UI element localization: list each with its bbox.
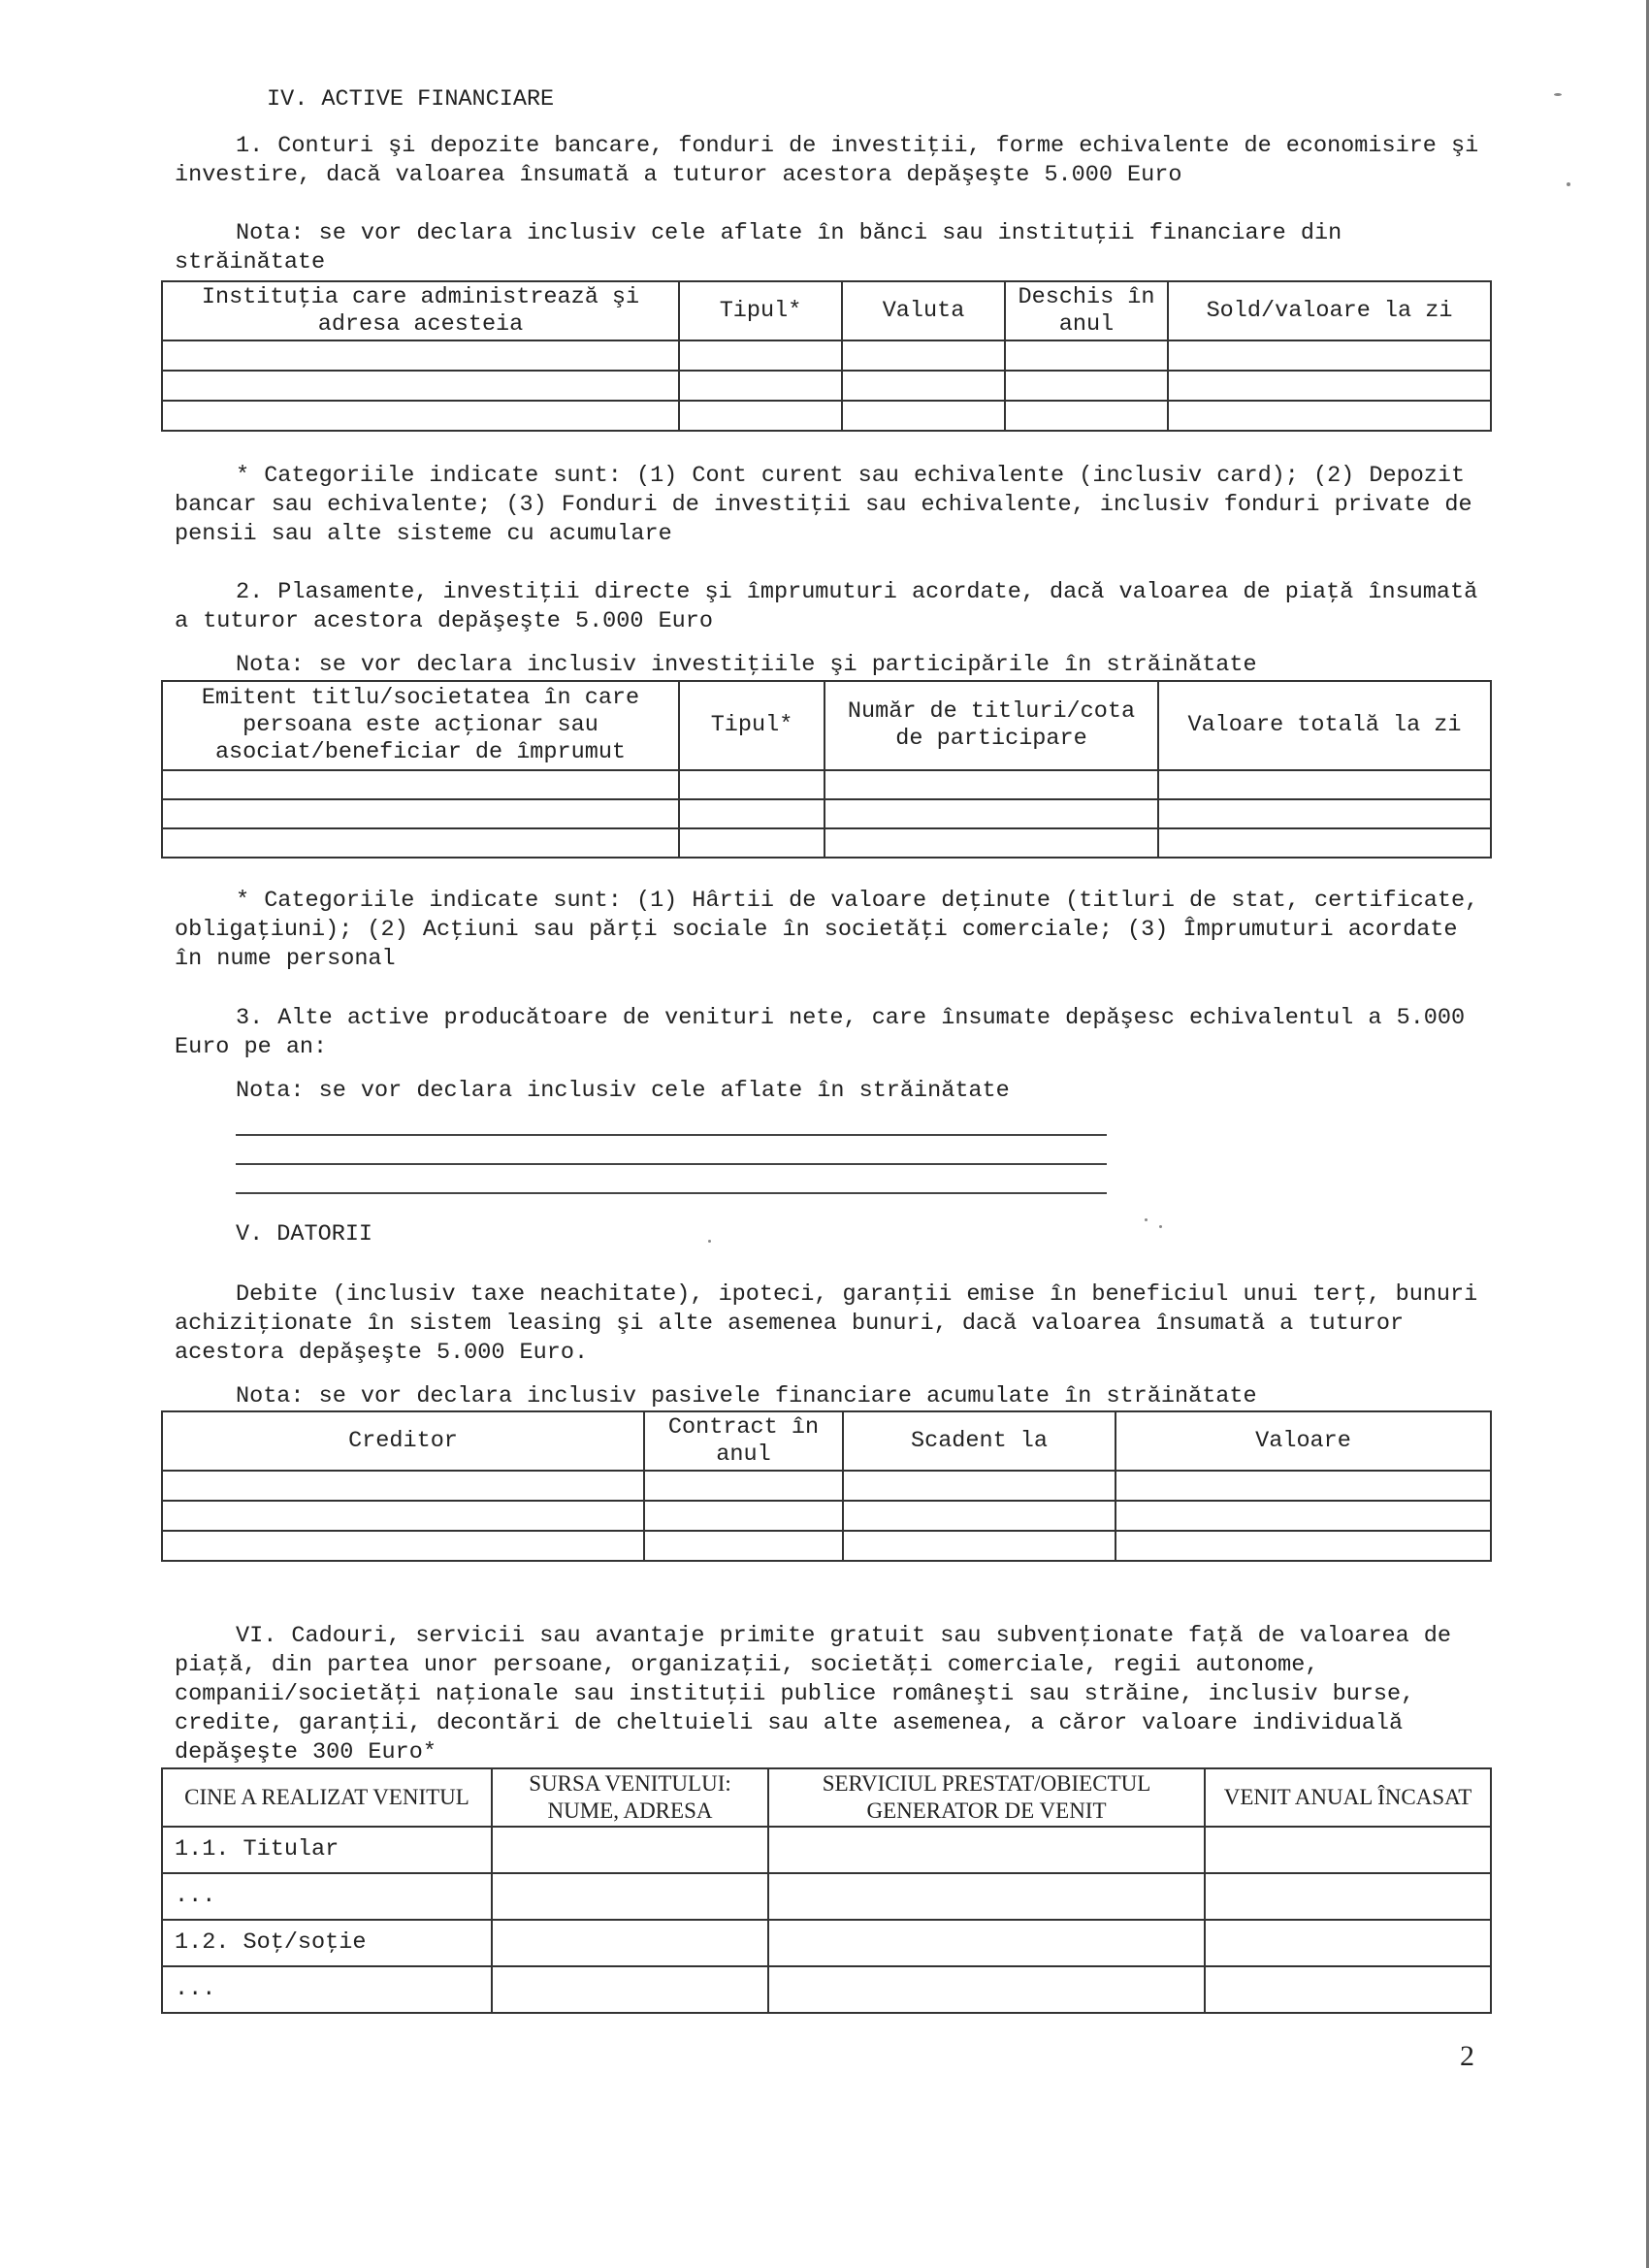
scan-speck bbox=[1567, 182, 1570, 186]
table-row bbox=[162, 1501, 1491, 1531]
table4-header-income: VENIT ANUAL ÎNCASAT bbox=[1205, 1768, 1491, 1827]
blank-line bbox=[236, 1134, 1107, 1136]
p3-text: 3. Alte active producătoare de venituri nete, care însumate depăşesc echivalentul a 5.000 Euro pe an: bbox=[175, 1005, 1466, 1060]
section-v-heading: V. DATORII bbox=[236, 1221, 373, 1247]
table3-header-due-date: Scadent la bbox=[843, 1411, 1116, 1471]
table-row bbox=[162, 1531, 1491, 1561]
table-investments bbox=[161, 680, 1492, 859]
table-row bbox=[162, 401, 1491, 431]
table3-header-value: Valoare bbox=[1116, 1411, 1491, 1471]
table2-header-type: Tipul* bbox=[679, 681, 824, 770]
scan-speck bbox=[1554, 93, 1562, 96]
table-row bbox=[162, 1873, 1491, 1920]
table3-header-contract-year: Contract în anul bbox=[644, 1411, 843, 1471]
table2-header-issuer: Emitent titlu/societatea în care persoana este acţionar sau asociat/beneficiar de împrumut bbox=[162, 681, 679, 770]
blank-line bbox=[236, 1163, 1107, 1165]
row-label: ... bbox=[162, 1966, 492, 2013]
table-debts bbox=[161, 1410, 1492, 1562]
page-number: 2 bbox=[1460, 2040, 1474, 2072]
row-label: 1.1. Titular bbox=[162, 1827, 492, 1873]
footnote1: * Categoriile indicate sunt: (1) Cont curent sau echivalente (inclusiv card); (2) Depozit bancar sau echivalente; (3) Fonduri de investiţii sau echivalente, inclusiv fonduri private de pensii sau alte sisteme cu acumulare bbox=[175, 463, 1472, 547]
table2-header-total-value: Valoare totală la zi bbox=[1158, 681, 1491, 770]
p2-note: Nota: se vor declara inclusiv investiţiile şi participările în străinătate bbox=[236, 652, 1257, 678]
table2-header-shares: Număr de titluri/cota de participare bbox=[824, 681, 1158, 770]
table4-header-source: SURSA VENITULUI: NUME, ADRESA bbox=[492, 1768, 768, 1827]
table-row bbox=[162, 1920, 1491, 1966]
table-gifts bbox=[161, 1767, 1492, 2014]
table3-header-creditor: Creditor bbox=[162, 1411, 644, 1471]
p2-text: 2. Plasamente, investiţii directe şi împrumuturi acordate, dacă valoarea de piaţă însumată a tuturor acestora depăşeşte 5.000 Euro bbox=[175, 579, 1478, 634]
row-label: 1.2. Soţ/soţie bbox=[162, 1920, 492, 1966]
table1-header-opened: Deschis în anul bbox=[1005, 281, 1168, 340]
table-row bbox=[162, 340, 1491, 371]
section-v-text: Debite (inclusiv taxe neachitate), ipoteci, garanţii emise în beneficiul unui terţ, bunuri achiziţionate în sistem leasing şi alte asemenea bunuri, dacă valoarea însumată a tuturor acestora depăşeşte 5.000 Euro. bbox=[175, 1281, 1478, 1366]
scan-speck bbox=[708, 1240, 711, 1243]
table1-header-balance: Sold/valoare la zi bbox=[1168, 281, 1491, 340]
table1-header-institution: Instituţia care administrează şi adresa acesteia bbox=[162, 281, 679, 340]
table-row bbox=[162, 371, 1491, 401]
p1-note: Nota: se vor declara inclusiv cele aflate în bănci sau instituţii financiare din străinătate bbox=[175, 220, 1342, 275]
footnote2: * Categoriile indicate sunt: (1) Hârtii de valoare deţinute (titluri de stat, certificate, obligaţiuni); (2) Acţiuni sau părţi sociale în societăţi comerciale; (3) Împrumuturi acordate în nume personal bbox=[175, 888, 1479, 972]
table-row bbox=[162, 799, 1491, 828]
p3-note: Nota: se vor declara inclusiv cele aflate în străinătate bbox=[236, 1078, 1010, 1104]
p1-text: 1. Conturi şi depozite bancare, fonduri de investiţii, forme echivalente de economisire şi investire, dacă valoarea însumată a tuturor acestora depăşeşte 5.000 Euro bbox=[175, 133, 1479, 188]
section-v-note: Nota: se vor declara inclusiv pasivele financiare acumulate în străinătate bbox=[236, 1383, 1257, 1409]
table-row bbox=[162, 1827, 1491, 1873]
table-bank-accounts bbox=[161, 280, 1492, 432]
row-label: ... bbox=[162, 1873, 492, 1920]
section-iv-heading: IV. ACTIVE FINANCIARE bbox=[267, 86, 555, 113]
table-row bbox=[162, 1471, 1491, 1501]
table1-header-currency: Valuta bbox=[842, 281, 1005, 340]
blank-line bbox=[236, 1192, 1107, 1194]
table-row bbox=[162, 828, 1491, 858]
scan-speck bbox=[1145, 1218, 1148, 1221]
table1-header-type: Tipul* bbox=[679, 281, 842, 340]
table4-header-service: SERVICIUL PRESTAT/OBIECTUL GENERATOR DE VENIT bbox=[768, 1768, 1205, 1827]
scan-speck bbox=[1159, 1225, 1162, 1228]
table-row bbox=[162, 770, 1491, 799]
table4-header-who: CINE A REALIZAT VENITUL bbox=[162, 1768, 492, 1827]
table-row bbox=[162, 1966, 1491, 2013]
section-vi-text: VI. Cadouri, servicii sau avantaje primite gratuit sau subvenţionate faţă de valoarea de piaţă, din partea unor persoane, organizaţii, societăţi comerciale, regii autonome, companii/societăţi naţionale sau instituţii publice româneşti sau străine, inclusiv burse, credite, garanţii, decontări de cheltuieli sau alte asemenea, a căror valoare individuală depăşeşte 300 Euro* bbox=[175, 1623, 1452, 1766]
